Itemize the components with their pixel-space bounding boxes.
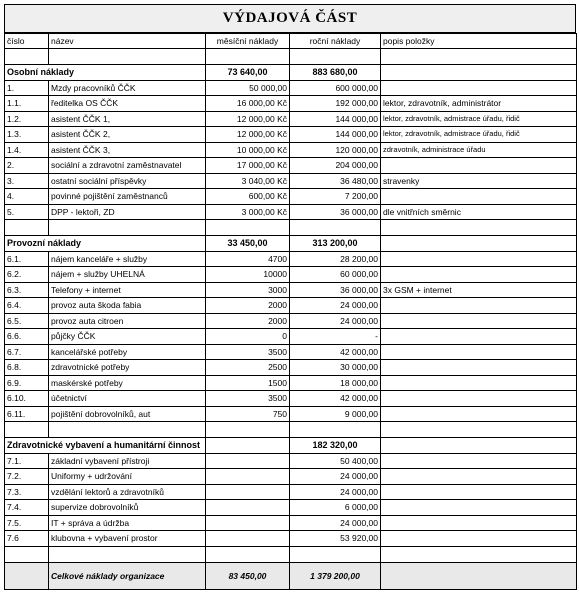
row-description: lektor, zdravotník, administrátor xyxy=(381,96,577,112)
empty-cell xyxy=(206,220,290,236)
row-monthly: 10 000,00 Kč xyxy=(206,142,290,158)
row-annual: 144 000,00 xyxy=(290,127,381,143)
total-label: Celkové náklady organizace xyxy=(49,562,206,589)
row-name: nájem + služby UHELNÁ xyxy=(49,267,206,283)
row-number: 6.4. xyxy=(5,298,49,314)
section-monthly: 33 450,00 xyxy=(206,236,290,252)
table-row xyxy=(5,204,577,220)
empty-cell xyxy=(5,422,49,438)
row-monthly: 1500 xyxy=(206,375,290,391)
row-monthly: 10000 xyxy=(206,267,290,283)
table-row xyxy=(5,282,577,298)
empty-cell xyxy=(381,49,577,65)
row-number: 6.8. xyxy=(5,360,49,376)
row-number: 6.3. xyxy=(5,282,49,298)
empty-cell xyxy=(49,49,206,65)
row-number: 6.6. xyxy=(5,329,49,345)
section-desc xyxy=(381,438,577,454)
row-monthly: 3500 xyxy=(206,344,290,360)
row-number: 2. xyxy=(5,158,49,174)
sheet-title: VÝDAJOVÁ ČÁST xyxy=(4,4,576,33)
row-monthly: 2000 xyxy=(206,313,290,329)
empty-row xyxy=(5,422,577,438)
row-description xyxy=(381,158,577,174)
row-description: lektor, zdravotník, admistrace úřadu, řidič xyxy=(381,111,577,127)
row-description xyxy=(381,329,577,345)
row-annual: 204 000,00 xyxy=(290,158,381,174)
row-description xyxy=(381,313,577,329)
row-description xyxy=(381,391,577,407)
row-monthly xyxy=(206,515,290,531)
section-desc xyxy=(381,236,577,252)
row-name: IT + správa a údržba xyxy=(49,515,206,531)
row-monthly xyxy=(206,500,290,516)
row-description xyxy=(381,453,577,469)
row-annual: 36 000,00 xyxy=(290,204,381,220)
section-annual: 313 200,00 xyxy=(290,236,381,252)
row-description xyxy=(381,484,577,500)
table-row xyxy=(5,360,577,376)
row-number: 1.2. xyxy=(5,111,49,127)
table-row xyxy=(5,484,577,500)
row-description xyxy=(381,500,577,516)
row-description: stravenky xyxy=(381,173,577,189)
empty-cell xyxy=(49,220,206,236)
section-annual: 883 680,00 xyxy=(290,65,381,81)
row-number: 6.7. xyxy=(5,344,49,360)
row-monthly: 3500 xyxy=(206,391,290,407)
row-name: ostatní sociální příspěvky xyxy=(49,173,206,189)
row-number: 6.2. xyxy=(5,267,49,283)
table-row xyxy=(5,298,577,314)
row-annual: 6 000,00 xyxy=(290,500,381,516)
row-number: 4. xyxy=(5,189,49,205)
empty-cell xyxy=(381,220,577,236)
row-number: 6.1. xyxy=(5,251,49,267)
table-row xyxy=(5,313,577,329)
section-row xyxy=(5,438,577,454)
empty-cell xyxy=(5,49,49,65)
row-name: asistent ČČK 3, xyxy=(49,142,206,158)
row-annual: 30 000,00 xyxy=(290,360,381,376)
row-annual: 192 000,00 xyxy=(290,96,381,112)
total-number xyxy=(5,562,49,589)
header-popis: popis položky xyxy=(381,34,577,49)
row-annual: 36 480,00 xyxy=(290,173,381,189)
header-rocni: roční náklady xyxy=(290,34,381,49)
total-desc xyxy=(381,562,577,589)
budget-sheet xyxy=(4,4,576,590)
row-annual: 120 000,00 xyxy=(290,142,381,158)
row-monthly: 750 xyxy=(206,406,290,422)
row-annual: 7 200,00 xyxy=(290,189,381,205)
empty-cell xyxy=(290,546,381,562)
row-description: lektor, zdravotník, admistrace úřadu, řidič xyxy=(381,127,577,143)
row-name: půjčky ČČK xyxy=(49,329,206,345)
row-description xyxy=(381,515,577,531)
total-annual: 1 379 200,00 xyxy=(290,562,381,589)
row-name: asistent ČČK 2, xyxy=(49,127,206,143)
empty-cell xyxy=(5,220,49,236)
empty-row xyxy=(5,546,577,562)
table-row xyxy=(5,80,577,96)
row-description xyxy=(381,267,577,283)
row-number: 7.2. xyxy=(5,469,49,485)
row-number: 7.1. xyxy=(5,453,49,469)
section-name: Osobní náklady xyxy=(5,65,206,81)
header-nazev: název xyxy=(49,34,206,49)
row-monthly: 3 040,00 Kč xyxy=(206,173,290,189)
table-row xyxy=(5,500,577,516)
row-name: provoz auta citroen xyxy=(49,313,206,329)
header-cislo: číslo xyxy=(5,34,49,49)
row-monthly xyxy=(206,469,290,485)
row-annual: 28 200,00 xyxy=(290,251,381,267)
row-name: asistent ČČK 1, xyxy=(49,111,206,127)
row-monthly: 0 xyxy=(206,329,290,345)
row-annual: 24 000,00 xyxy=(290,515,381,531)
table-row xyxy=(5,189,577,205)
table-row xyxy=(5,391,577,407)
empty-cell xyxy=(290,220,381,236)
row-monthly: 12 000,00 Kč xyxy=(206,127,290,143)
table-row xyxy=(5,96,577,112)
row-number: 7.6 xyxy=(5,531,49,547)
table-row xyxy=(5,251,577,267)
row-description xyxy=(381,298,577,314)
empty-cell xyxy=(206,49,290,65)
row-annual: 600 000,00 xyxy=(290,80,381,96)
row-name: Telefony + internet xyxy=(49,282,206,298)
row-annual: 53 920,00 xyxy=(290,531,381,547)
row-annual: 42 000,00 xyxy=(290,391,381,407)
table-row xyxy=(5,158,577,174)
row-name: kancelářské potřeby xyxy=(49,344,206,360)
row-name: účetnictví xyxy=(49,391,206,407)
row-monthly: 600,00 Kč xyxy=(206,189,290,205)
row-number: 7.4. xyxy=(5,500,49,516)
header-row xyxy=(5,34,577,49)
empty-cell xyxy=(49,546,206,562)
row-description xyxy=(381,189,577,205)
row-monthly xyxy=(206,453,290,469)
row-name: provoz auta škoda fabia xyxy=(49,298,206,314)
row-number: 5. xyxy=(5,204,49,220)
row-name: základní vybavení přístroji xyxy=(49,453,206,469)
row-name: Mzdy pracovníků ČČK xyxy=(49,80,206,96)
table-row xyxy=(5,267,577,283)
table-body xyxy=(5,34,577,590)
table-row xyxy=(5,127,577,143)
row-monthly: 3000 xyxy=(206,282,290,298)
row-annual: - xyxy=(290,329,381,345)
section-monthly: 73 640,00 xyxy=(206,65,290,81)
empty-cell xyxy=(49,422,206,438)
row-monthly xyxy=(206,531,290,547)
row-description xyxy=(381,80,577,96)
row-name: povinné pojištění zaměstnanců xyxy=(49,189,206,205)
row-number: 3. xyxy=(5,173,49,189)
row-annual: 50 400,00 xyxy=(290,453,381,469)
empty-cell xyxy=(5,546,49,562)
row-monthly xyxy=(206,484,290,500)
section-name: Zdravotnické vybavení a humanitární činnost xyxy=(5,438,206,454)
row-name: vzdělání lektorů a zdravotníků xyxy=(49,484,206,500)
row-name: zdravotnické potřeby xyxy=(49,360,206,376)
row-monthly: 3 000,00 Kč xyxy=(206,204,290,220)
header-mesicni: měsíční náklady xyxy=(206,34,290,49)
empty-cell xyxy=(290,422,381,438)
section-desc xyxy=(381,65,577,81)
row-description xyxy=(381,406,577,422)
row-description xyxy=(381,251,577,267)
row-description xyxy=(381,469,577,485)
section-name: Provozní náklady xyxy=(5,236,206,252)
row-monthly: 50 000,00 xyxy=(206,80,290,96)
section-annual: 182 320,00 xyxy=(290,438,381,454)
row-name: pojištění dobrovolníků, aut xyxy=(49,406,206,422)
row-annual: 60 000,00 xyxy=(290,267,381,283)
row-number: 1.3. xyxy=(5,127,49,143)
table-row xyxy=(5,329,577,345)
table-row xyxy=(5,531,577,547)
row-number: 7.5. xyxy=(5,515,49,531)
row-annual: 144 000,00 xyxy=(290,111,381,127)
table-row xyxy=(5,515,577,531)
row-description: dle vnitřních směrnic xyxy=(381,204,577,220)
row-description xyxy=(381,360,577,376)
empty-cell xyxy=(290,49,381,65)
row-monthly: 12 000,00 Kč xyxy=(206,111,290,127)
row-monthly: 2000 xyxy=(206,298,290,314)
row-annual: 9 000,00 xyxy=(290,406,381,422)
row-number: 7.3. xyxy=(5,484,49,500)
empty-cell xyxy=(381,546,577,562)
section-row xyxy=(5,236,577,252)
row-monthly: 16 000,00 Kč xyxy=(206,96,290,112)
row-annual: 24 000,00 xyxy=(290,484,381,500)
row-description xyxy=(381,375,577,391)
table-row xyxy=(5,375,577,391)
row-monthly: 17 000,00 Kč xyxy=(206,158,290,174)
table-row xyxy=(5,469,577,485)
total-monthly: 83 450,00 xyxy=(206,562,290,589)
row-number: 6.9. xyxy=(5,375,49,391)
row-name: nájem kanceláře + služby xyxy=(49,251,206,267)
row-name: supervize dobrovolníků xyxy=(49,500,206,516)
row-number: 1.4. xyxy=(5,142,49,158)
table-row xyxy=(5,142,577,158)
row-monthly: 4700 xyxy=(206,251,290,267)
row-description: zdravotník, administrace úřadu xyxy=(381,142,577,158)
row-number: 1.1. xyxy=(5,96,49,112)
budget-table xyxy=(4,33,577,590)
row-annual: 42 000,00 xyxy=(290,344,381,360)
table-row xyxy=(5,173,577,189)
row-number: 6.10. xyxy=(5,391,49,407)
row-number: 6.11. xyxy=(5,406,49,422)
table-row xyxy=(5,344,577,360)
row-name: Uniformy + udržování xyxy=(49,469,206,485)
empty-cell xyxy=(206,422,290,438)
row-description: 3x GSM + internet xyxy=(381,282,577,298)
empty-cell xyxy=(206,546,290,562)
row-annual: 36 000,00 xyxy=(290,282,381,298)
row-name: sociální a zdravotní zaměstnavatel xyxy=(49,158,206,174)
row-name: DPP - lektoři, ZD xyxy=(49,204,206,220)
table-row xyxy=(5,111,577,127)
row-monthly: 2500 xyxy=(206,360,290,376)
table-row xyxy=(5,453,577,469)
row-name: klubovna + vybavení prostor xyxy=(49,531,206,547)
empty-row xyxy=(5,49,577,65)
row-description xyxy=(381,531,577,547)
row-description xyxy=(381,344,577,360)
total-row xyxy=(5,562,577,589)
row-annual: 24 000,00 xyxy=(290,313,381,329)
section-row xyxy=(5,65,577,81)
row-number: 1. xyxy=(5,80,49,96)
row-name: ředitelka OS ČČK xyxy=(49,96,206,112)
row-annual: 24 000,00 xyxy=(290,469,381,485)
row-number: 6.5. xyxy=(5,313,49,329)
empty-row xyxy=(5,220,577,236)
row-name: maskérské potřeby xyxy=(49,375,206,391)
table-row xyxy=(5,406,577,422)
row-annual: 24 000,00 xyxy=(290,298,381,314)
empty-cell xyxy=(381,422,577,438)
row-annual: 18 000,00 xyxy=(290,375,381,391)
section-monthly xyxy=(206,438,290,454)
